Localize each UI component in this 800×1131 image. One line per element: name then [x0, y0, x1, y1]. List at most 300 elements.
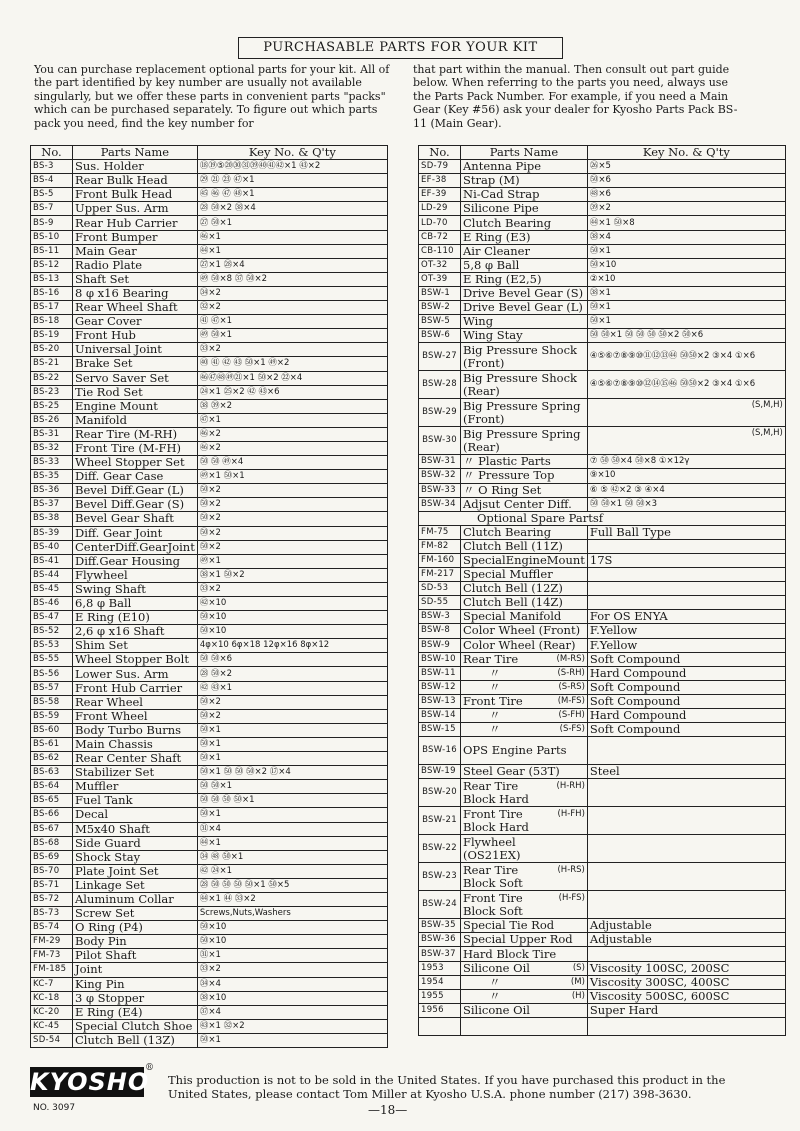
header-key: Key No. & Q'ty — [587, 146, 785, 160]
part-name: Servo Saver Set — [73, 371, 198, 385]
item-name: Hard Block Tire — [463, 946, 557, 961]
table-row — [419, 624, 786, 638]
part-name: Manifold — [73, 413, 198, 427]
part-number: BSW-20 — [419, 779, 461, 807]
part-number: 1953 — [419, 961, 461, 975]
key-qty: ㊿ ㊿ ㊿ ㊿×1 — [197, 794, 387, 808]
part-note — [587, 1017, 785, 1035]
key-qty: ㊹×1 — [197, 244, 387, 258]
part-name: Rear Bulk Head — [73, 174, 198, 188]
part-name: Engine Mount — [73, 399, 198, 413]
table-row — [31, 286, 388, 300]
part-number: BSW-8 — [419, 624, 461, 638]
key-qty: ㊳×4 — [587, 230, 785, 244]
part-name: Big Pressure Shock (Rear) — [461, 371, 588, 399]
part-name — [461, 933, 588, 947]
part-number: FM-160 — [419, 553, 461, 567]
table-row — [419, 652, 786, 666]
part-note — [587, 737, 785, 765]
part-name: 8 φ x16 Bearing — [73, 286, 198, 300]
part-name: M5x40 Shaft — [73, 822, 198, 836]
table-row — [31, 568, 388, 582]
part-name: Front Bumper — [73, 230, 198, 244]
key-qty: ㊿×1 — [197, 737, 387, 751]
part-name: Radio Plate — [73, 258, 198, 272]
part-number: SD-79 — [419, 160, 461, 174]
tire-name: Front Tire — [463, 694, 523, 708]
part-name — [461, 1003, 588, 1017]
item-grade: (M) — [570, 976, 585, 987]
part-name: 6,8 φ Ball — [73, 597, 198, 611]
tire-size: (H-FS) — [558, 892, 585, 903]
part-name: Silicone Pipe — [461, 202, 588, 216]
part-note — [587, 835, 785, 863]
part-name: Bevel Gear Shaft — [73, 512, 198, 526]
part-number: BS-11 — [31, 244, 73, 258]
key-qty: ㊿×1 — [587, 301, 785, 315]
key-qty: ㉙ ㉑ ㉓ ㊼×1 — [197, 174, 387, 188]
part-number: BS-57 — [31, 681, 73, 695]
part-number: BSW-24 — [419, 891, 461, 919]
part-name: Screw Set — [73, 907, 198, 921]
table-row — [31, 737, 388, 751]
key-qty: ㊿ ㊿×1 — [197, 780, 387, 794]
part-note: 17S — [587, 553, 785, 567]
parts-table-right — [418, 145, 786, 1036]
part-number: BS-40 — [31, 540, 73, 554]
key-qty: ㉝×2 — [197, 963, 387, 977]
part-name: Steel Gear (53T) — [461, 765, 588, 779]
part-number: KC-7 — [31, 977, 73, 991]
registered-mark: ® — [145, 1063, 154, 1073]
key-qty: ㊻×1 — [197, 230, 387, 244]
table-row — [419, 610, 786, 624]
part-number: SD-54 — [31, 1033, 73, 1047]
part-number: BSW-13 — [419, 694, 461, 708]
part-name: CenterDiff.GearJoint — [73, 540, 198, 554]
part-number: SD-53 — [419, 582, 461, 596]
key-qty: ㊿×1 ㊿ ㊿ ㊿×2 ⑰×4 — [197, 766, 387, 780]
table-row — [31, 427, 388, 441]
part-name: Special Muffler — [461, 568, 588, 582]
part-name: Rear Wheel Shaft — [73, 301, 198, 315]
table-row — [419, 919, 786, 933]
table-row — [31, 850, 388, 864]
table-row — [419, 371, 786, 399]
table-row — [419, 160, 786, 174]
manual-number: NO. 3097 — [33, 1103, 76, 1113]
key-qty: ㊼×1 — [197, 413, 387, 427]
table-row — [31, 315, 388, 329]
tire-name: Front Tire — [463, 806, 523, 821]
part-note: Viscosity 100SC, 200SC — [587, 961, 785, 975]
key-qty: ㊳×1 ㊿×2 — [197, 568, 387, 582]
part-name: Gear Cover — [73, 315, 198, 329]
table-row — [419, 427, 786, 455]
key-qty: ㊿×2 — [197, 484, 387, 498]
part-note: Hard Compound — [587, 666, 785, 680]
table-row — [31, 357, 388, 371]
part-name: Shock Stay — [73, 850, 198, 864]
key-qty: ㊾ ㊿×1 — [197, 329, 387, 343]
part-note: Soft Compound — [587, 723, 785, 737]
part-number: BS-13 — [31, 272, 73, 286]
table-row — [419, 989, 786, 1003]
part-number: LD-70 — [419, 216, 461, 230]
part-number: BS-10 — [31, 230, 73, 244]
item-grade: (H) — [571, 990, 585, 1001]
part-name: Main Gear — [73, 244, 198, 258]
part-number: BS-39 — [31, 526, 73, 540]
part-number: BS-52 — [31, 625, 73, 639]
table-row — [419, 343, 786, 371]
key-qty: ㊶ ㊼×1 — [197, 315, 387, 329]
part-name: Clutch Bell (12Z) — [461, 582, 588, 596]
part-name: Body Turbo Burns — [73, 723, 198, 737]
tire-size: (H-FH) — [557, 808, 585, 819]
table-row — [419, 329, 786, 343]
table-row — [31, 864, 388, 878]
table-row — [31, 963, 388, 977]
table-row — [419, 399, 786, 427]
key-qty: ④⑤⑥⑦⑧⑨⑩⑪⑫⑬㊹ ㊿㊿×2 ③×4 ①×6 — [587, 343, 785, 371]
table-row — [419, 315, 786, 329]
table-row — [31, 709, 388, 723]
part-note: Hard Compound — [587, 709, 785, 723]
part-name: Joint — [73, 963, 198, 977]
part-number: BS-72 — [31, 892, 73, 906]
key-qty: ㊾×1 — [197, 554, 387, 568]
tire-type: Block Hard — [463, 791, 529, 806]
part-number: BS-3 — [31, 160, 73, 174]
part-number: BS-47 — [31, 611, 73, 625]
key-qty: ㉖×5 — [587, 160, 785, 174]
part-number: BS-70 — [31, 864, 73, 878]
key-qty: ㊿×10 — [197, 935, 387, 949]
part-name: Front Hub Carrier — [73, 681, 198, 695]
header-no: No. — [419, 146, 461, 160]
table-row — [419, 835, 786, 863]
part-number: BSW-37 — [419, 947, 461, 961]
part-name: Lower Sus. Arm — [73, 667, 198, 681]
part-note: Adjustable — [587, 933, 785, 947]
table-row — [31, 681, 388, 695]
table-row — [419, 174, 786, 188]
part-number: BS-19 — [31, 329, 73, 343]
part-number: CB-72 — [419, 230, 461, 244]
table-row — [31, 822, 388, 836]
key-qty: ㊻㊼㊽㊾㉑×1 ㊿×2 ㉒×4 — [197, 371, 387, 385]
key-qty: ㊿×1 — [197, 1033, 387, 1047]
part-name: 〃 Plastic Parts — [461, 455, 588, 469]
optional-header: Optional Spare Partsf — [419, 511, 786, 525]
intro-right: that part within the manual. Then consult out part guide below. When referring to the parts you need, always use the Parts Pack Number. For example, if you need a Main Gear (Key #56) ask your dealer for Kyosho Parts Pack BS-11 (Main Gear). — [413, 63, 738, 130]
part-name: Color Wheel (Rear) — [461, 638, 588, 652]
part-number: KC-45 — [31, 1019, 73, 1033]
part-number: BS-58 — [31, 695, 73, 709]
table-row — [419, 469, 786, 483]
part-name: Stabilizer Set — [73, 766, 198, 780]
key-qty — [587, 427, 785, 455]
tire-size: (S-FH) — [558, 710, 585, 721]
table-row — [419, 694, 786, 708]
key-qty: ㉗ ㊿×1 — [197, 216, 387, 230]
key-qty: ㊳×10 — [197, 991, 387, 1005]
table-row — [419, 216, 786, 230]
part-number: BSW-5 — [419, 315, 461, 329]
table-row — [419, 497, 786, 511]
key-qty: ⑨×10 — [587, 469, 785, 483]
part-number: BS-35 — [31, 470, 73, 484]
part-name: Flywheel — [73, 568, 198, 582]
tire-size: (M-FS) — [557, 695, 585, 706]
table-row — [419, 286, 786, 300]
tire-name: Flywheel — [463, 834, 516, 849]
footnote: This production is not to be sold in the United States. If you have purchased this product in the United States, please contact Tom Miller at Kyosho U.S.A. phone number (217) 398-3630. — [168, 1073, 726, 1101]
part-name: Clutch Bearing — [461, 216, 588, 230]
table-row — [419, 933, 786, 947]
part-name: Aluminum Collar — [73, 892, 198, 906]
part-name: Shim Set — [73, 639, 198, 653]
part-number: BS-17 — [31, 301, 73, 315]
part-note: Full Ball Type — [587, 525, 785, 539]
part-number: CB-110 — [419, 244, 461, 258]
part-number: EF-38 — [419, 174, 461, 188]
key-qty: ㊾ ㊿×8 ㊲ ㊿×2 — [197, 272, 387, 286]
part-name: Sus. Holder — [73, 160, 198, 174]
part-name — [461, 680, 588, 694]
part-name — [461, 807, 588, 835]
part-note: Super Hard — [587, 1003, 785, 1017]
key-qty: ㉔×1 ㉕×2 ㊷ ㊸×6 — [197, 385, 387, 399]
tire-size: (M-RS) — [556, 653, 585, 664]
part-name: Main Chassis — [73, 737, 198, 751]
part-name: Brake Set — [73, 357, 198, 371]
item-name: Special Tie Rod — [463, 918, 555, 933]
part-note: Adjustable — [587, 919, 785, 933]
parts-table-left — [30, 145, 388, 1048]
table-row — [31, 202, 388, 216]
part-note: Viscosity 300SC, 400SC — [587, 975, 785, 989]
part-name: Drive Bevel Gear (S) — [461, 286, 588, 300]
part-number: BS-71 — [31, 878, 73, 892]
key-qty: ㊿×1 — [197, 723, 387, 737]
table-row — [419, 638, 786, 652]
table-row — [419, 553, 786, 567]
part-number: BSW-28 — [419, 371, 461, 399]
part-name: Wing Stay — [461, 329, 588, 343]
part-number: KC-18 — [31, 991, 73, 1005]
part-name — [461, 709, 588, 723]
part-number: BSW-35 — [419, 919, 461, 933]
part-number: BS-55 — [31, 653, 73, 667]
table-row — [419, 230, 786, 244]
part-number: FM-73 — [31, 949, 73, 963]
part-number: 1956 — [419, 1003, 461, 1017]
table-row — [31, 484, 388, 498]
part-name: Plate Joint Set — [73, 864, 198, 878]
part-number: BS-65 — [31, 794, 73, 808]
table-row — [419, 961, 786, 975]
part-number: BSW-36 — [419, 933, 461, 947]
tire-line — [463, 808, 585, 821]
part-name: Rear Center Shaft — [73, 752, 198, 766]
table-row — [31, 639, 388, 653]
header-key: Key No. & Q'ty — [197, 146, 387, 160]
part-number: BS-61 — [31, 737, 73, 751]
key-qty: ㊿×1 — [197, 808, 387, 822]
table-row — [31, 371, 388, 385]
key-qty: ㊿×10 — [587, 258, 785, 272]
part-number: BSW-9 — [419, 638, 461, 652]
table-row — [31, 399, 388, 413]
part-name: SpecialEngineMount — [461, 553, 588, 567]
part-number: BSW-32 — [419, 469, 461, 483]
part-number: BS-12 — [31, 258, 73, 272]
part-name: E Ring (E3) — [461, 230, 588, 244]
table-row — [419, 975, 786, 989]
part-name — [461, 947, 588, 961]
part-number: BS-38 — [31, 512, 73, 526]
part-note: F.Yellow — [587, 624, 785, 638]
table-row — [31, 892, 388, 906]
intro-left: You can purchase replacement optional parts for your kit. All of the part identified by key number are usually not available singularly, but we offer these parts in convenient parts "packs" which can be purchased separately. To figure out which parts pack you need, find the key number for — [34, 63, 390, 130]
part-number: BSW-27 — [419, 343, 461, 371]
key-qty: ㉘ ㊿×2 — [197, 667, 387, 681]
key-qty: ㊿×1 — [197, 752, 387, 766]
part-number: BSW-14 — [419, 709, 461, 723]
part-name — [461, 919, 588, 933]
part-number: BS-69 — [31, 850, 73, 864]
tire-name: Front Tire — [463, 890, 523, 905]
part-name: Universal Joint — [73, 343, 198, 357]
part-note: Soft Compound — [587, 680, 785, 694]
table-row — [31, 611, 388, 625]
item-name: Silicone Oil — [463, 961, 530, 975]
tire-name: 〃 — [489, 680, 501, 694]
key-qty: ㊹×1 — [197, 836, 387, 850]
part-number: BS-7 — [31, 202, 73, 216]
part-name: Upper Sus. Arm — [73, 202, 198, 216]
key-qty: ④⑤⑥⑦⑧⑨⑩⑫⑭⑮㊻ ㊿㊿×2 ③×4 ①×6 — [587, 371, 785, 399]
part-name: 〃 Pressure Top — [461, 469, 588, 483]
table-row — [419, 1017, 786, 1035]
part-number: SD-55 — [419, 596, 461, 610]
part-name — [461, 694, 588, 708]
part-name: Front Bulk Head — [73, 188, 198, 202]
part-name: Shaft Set — [73, 272, 198, 286]
part-name: Clutch Bell (11Z) — [461, 539, 588, 553]
table-row — [419, 539, 786, 553]
table-row — [419, 582, 786, 596]
table-row — [419, 568, 786, 582]
table-row — [31, 329, 388, 343]
table-row — [31, 188, 388, 202]
key-qty: ㊿ ㊿×1 ㊿ ㊿ ㊿ ㊿×2 ㊿×6 — [587, 329, 785, 343]
tire-size: (H-RS) — [557, 864, 585, 875]
part-number: BSW-11 — [419, 666, 461, 680]
part-number: BS-25 — [31, 399, 73, 413]
part-name: Linkage Set — [73, 878, 198, 892]
table-row — [31, 921, 388, 935]
part-name: Big Pressure Spring (Front) — [461, 399, 588, 427]
part-name: Fuel Tank — [73, 794, 198, 808]
part-number: BS-66 — [31, 808, 73, 822]
table-row — [419, 765, 786, 779]
table-row — [31, 554, 388, 568]
part-note: Soft Compound — [587, 652, 785, 666]
tire-type: (OS21EX) — [463, 847, 521, 862]
part-number: BS-32 — [31, 441, 73, 455]
tire-name: 〃 — [489, 722, 501, 737]
tire-type: Block Hard — [463, 819, 529, 834]
part-number: BS-60 — [31, 723, 73, 737]
key-qty: ②×10 — [587, 272, 785, 286]
key-qty: ㊷ ㊸×1 — [197, 681, 387, 695]
part-number: BS-20 — [31, 343, 73, 357]
table-row — [31, 878, 388, 892]
part-number: EF-39 — [419, 188, 461, 202]
header-no: No. — [31, 146, 73, 160]
part-number: FM-185 — [31, 963, 73, 977]
table-row — [419, 301, 786, 315]
table-row — [419, 807, 786, 835]
part-name: E Ring (E2,5) — [461, 272, 588, 286]
section-header-row — [419, 511, 786, 525]
table-row — [31, 244, 388, 258]
key-qty: ㊳×1 — [587, 286, 785, 300]
tire-size: (H-RH) — [556, 780, 585, 791]
key-qty: ㊺ ㊻ ㊼ ㊽×1 — [197, 188, 387, 202]
table-row — [31, 597, 388, 611]
page-title: PURCHASABLE PARTS FOR YOUR KIT — [238, 37, 563, 59]
part-number: OT-32 — [419, 258, 461, 272]
part-name: Strap (M) — [461, 174, 588, 188]
table-row — [419, 723, 786, 737]
part-name: Wheel Stopper Set — [73, 456, 198, 470]
table-row — [31, 413, 388, 427]
key-qty: ㉞ ㊽ ㊿×1 — [197, 850, 387, 864]
table-row — [419, 258, 786, 272]
part-name: Air Cleaner — [461, 244, 588, 258]
key-qty: ㉘ ㊿ ㊿ ㊿ ㊿×1 ㊿×5 — [197, 878, 387, 892]
part-name — [461, 779, 588, 807]
part-number: FM-75 — [419, 525, 461, 539]
key-qty: ㊹×1 ㊹ ㉝×2 — [197, 892, 387, 906]
table-row — [419, 202, 786, 216]
table-row — [31, 949, 388, 963]
part-name: Diff. Gear Joint — [73, 526, 198, 540]
part-note — [587, 539, 785, 553]
part-note: Viscosity 500SC, 600SC — [587, 989, 785, 1003]
part-number: BS-36 — [31, 484, 73, 498]
part-number: BS-26 — [31, 413, 73, 427]
table-row — [31, 1033, 388, 1047]
key-qty: ㊵ ㊶ ㊷ ㊸ ㊿×1 ㊾×2 — [197, 357, 387, 371]
part-name: Wing — [461, 315, 588, 329]
table-row — [419, 709, 786, 723]
part-name: Antenna Pipe — [461, 160, 588, 174]
table-row — [31, 230, 388, 244]
key-qty: ㊹×1 ㊿×8 — [587, 216, 785, 230]
part-number: BS-63 — [31, 766, 73, 780]
part-number: KC-20 — [31, 1005, 73, 1019]
part-name — [461, 989, 588, 1003]
part-number: BSW-12 — [419, 680, 461, 694]
part-number: BSW-16 — [419, 737, 461, 765]
key-qty: ㉞×4 — [197, 977, 387, 991]
part-number: BS-74 — [31, 921, 73, 935]
